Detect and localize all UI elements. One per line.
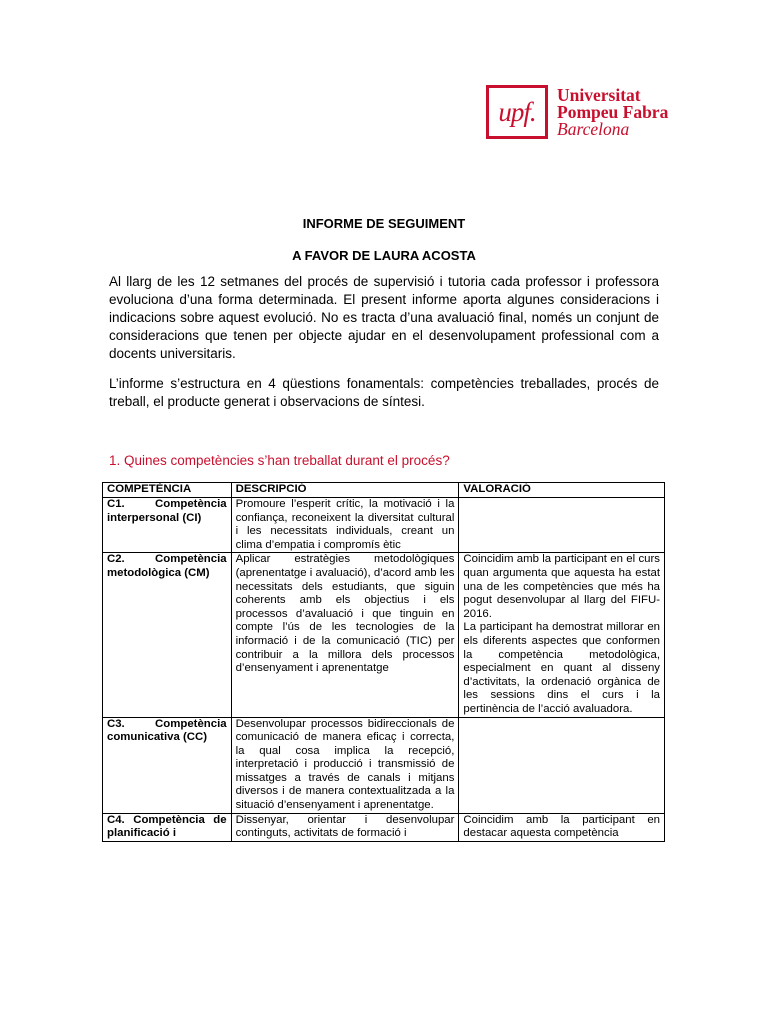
competence-name: C3. Competència comunicativa (CC): [103, 717, 232, 813]
competence-valuation: Coincidim amb la participant en destacar aquesta competència: [459, 813, 665, 841]
competence-valuation: [459, 717, 665, 813]
table-row: [103, 498, 665, 553]
competence-description: Promoure l’esperit crític, la motivació i la confiança, reconeixent la diversitat cultural i les necessitats individuals, creant un clima d’empatia i compromís ètic: [231, 498, 459, 553]
logo-wordmark: [557, 84, 669, 139]
competence-description: Desenvolupar processos bidireccionals de comunicació de manera eficaç i correcta, la qual cosa implica la recepció, interpretació i producció i transmissió de missatges a través de canals i mitjans diversos i de manera contextualitzada a la situació d’ensenyament i aprenentatge.: [231, 717, 459, 813]
logo-line-1: Universitat: [557, 84, 641, 105]
competence-name: C1. Competència interpersonal (CI): [103, 498, 232, 553]
structure-paragraph: L’informe s’estructura en 4 qüestions fonamentals: competències treballades, procés de treball, el producte generat i observacions de síntesi.: [109, 376, 659, 409]
competence-name: C2. Competència metodològica (CM): [103, 553, 232, 717]
competence-description: Aplicar estratègies metodològiques (aprenentatge i avaluació), d’acord amb les necessitats dels estudiants, que siguin coherents amb els objectius i els processos d’avaluació i que tinguin en compte l’ús de les tecnologies de la informació i de la comunicació (TIC) per contribuir a la millora dels processos d’ensenyament i aprenentatge: [231, 553, 459, 717]
intro-paragraph: Al llarg de les 12 setmanes del procés de supervisió i tutoria cada professor i professora evoluciona d’una forma determinada. El present informe aporta algunes consideracions i indicacions sobre aquest evolució. No es tracta d’una avaluació final, només un conjunt de consideracions que tenen per objecte ajudar en el desenvolupament professional com a docents universitaris.: [109, 274, 659, 361]
table-row: [103, 813, 665, 841]
table-header-row: [103, 483, 665, 498]
competence-name: C4. Competència de planificació i: [103, 813, 232, 841]
competence-valuation: Coincidim amb la participant en el curs quan argumenta que aquesta ha estat una de les competències que més ha pogut desenvolupar al llarg del FIFU-2016. La participant ha demostrat millorar en els diferents aspectes que conformen la competència metodològica, especialment en quant al disseny d’activitats, la ordenació orgànica de les sessions dins el curs i la pertinència de l’acció avaluadora.: [459, 553, 665, 717]
table-row: [103, 553, 665, 717]
university-logo: [486, 84, 668, 140]
header-description: DESCRIPCIÓ: [231, 483, 459, 498]
header-valuation: VALORACIÓ: [459, 483, 665, 498]
report-subtitle: A FAVOR DE LAURA ACOSTA: [292, 248, 476, 263]
competence-description: Dissenyar, orientar i desenvolupar continguts, activitats de formació i: [231, 813, 459, 841]
header-competence: COMPETÈNCIA: [103, 483, 232, 498]
table-row: [103, 717, 665, 813]
logo-line-2: Pompeu Fabra: [557, 101, 669, 122]
report-title: INFORME DE SEGUIMENT: [302, 216, 466, 231]
upf-logo-mark: upf.: [486, 85, 548, 139]
question-1-heading: 1. Quines competències s’han treballat durant el procés?: [109, 453, 450, 468]
competence-valuation: [459, 498, 665, 553]
competencies-table: [102, 482, 665, 842]
logo-line-3: Barcelona: [557, 118, 630, 139]
